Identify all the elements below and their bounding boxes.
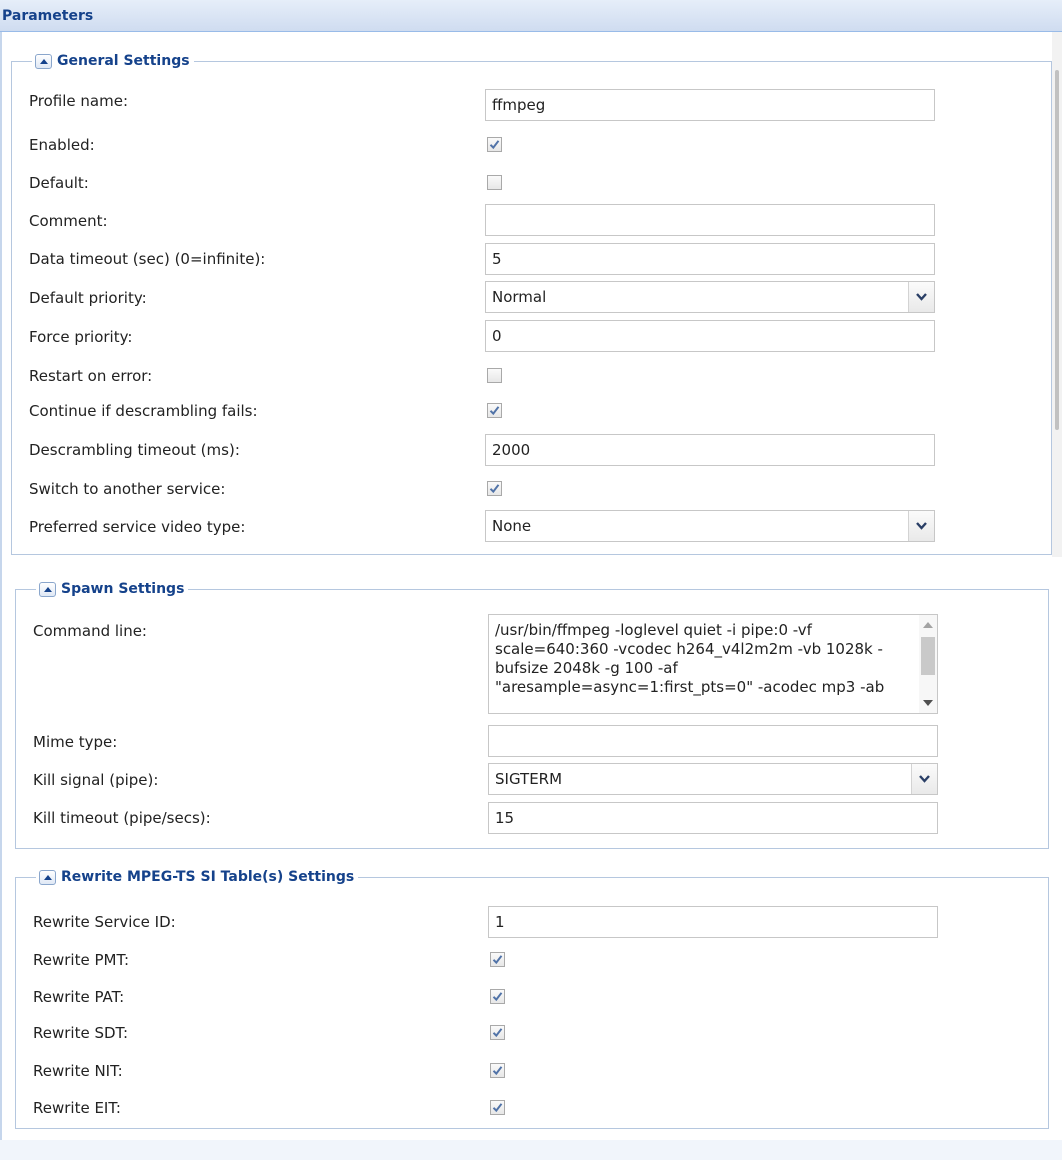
panel-left-border [0,32,2,1160]
default-priority-value: Normal [492,288,547,306]
panel-header [0,0,1062,32]
checkmark-icon [492,954,503,965]
preferred-video-type-dropdown-button[interactable] [908,511,934,541]
panel-footer [0,1140,1062,1160]
general-settings-collapse-button[interactable] [35,54,52,69]
kill-signal-dropdown-button[interactable] [911,764,937,794]
continue-descrambling-checkbox[interactable] [487,403,502,418]
data-timeout-value: 5 [492,250,502,268]
restart-on-error-checkbox[interactable] [487,368,502,383]
checkmark-icon [489,405,500,416]
default-priority-dropdown-button[interactable] [908,282,934,312]
general-settings-title: General Settings [57,53,190,69]
preferred-video-type-select[interactable] [485,510,935,542]
enabled-label: Enabled: [29,136,95,154]
command-line-scrollbar[interactable] [919,615,937,713]
checkmark-icon [492,991,503,1002]
rewrite-pat-checkbox[interactable] [490,989,505,1004]
mime-type-label: Mime type: [33,733,118,751]
command-line-textarea[interactable] [488,614,938,714]
triangle-up-icon [44,587,52,592]
general-settings-legend [32,50,194,72]
profile-name-value: ffmpeg [492,96,546,114]
checkmark-icon [489,483,500,494]
rewrite-sdt-checkbox[interactable] [490,1025,505,1040]
enabled-checkbox[interactable] [487,137,502,152]
rewrite-nit-checkbox[interactable] [490,1063,505,1078]
checkmark-icon [489,139,500,150]
general-settings-fieldset [11,53,1052,555]
spawn-settings-title: Spawn Settings [61,581,185,597]
kill-timeout-input[interactable] [488,802,938,834]
rewrite-eit-checkbox[interactable] [490,1100,505,1115]
scroll-up-icon[interactable] [923,622,933,628]
preferred-video-type-value: None [492,517,532,535]
rewrite-settings-title: Rewrite MPEG-TS SI Table(s) Settings [61,869,355,885]
rewrite-service-id-input[interactable] [488,906,938,938]
panel-title: Parameters [2,8,94,24]
rewrite-eit-label: Rewrite EIT: [33,1099,121,1117]
checkmark-icon [492,1102,503,1113]
chevron-down-icon [916,522,927,530]
chevron-down-icon [919,775,930,783]
command-line-scroll-thumb[interactable] [921,637,935,675]
rewrite-settings-legend [36,866,358,888]
comment-input[interactable] [485,204,935,236]
comment-label: Comment: [29,212,108,230]
switch-service-label: Switch to another service: [29,480,226,498]
rewrite-pmt-checkbox[interactable] [490,952,505,967]
default-checkbox[interactable] [487,175,502,190]
data-timeout-input[interactable] [485,243,935,275]
descrambling-timeout-input[interactable] [485,434,935,466]
data-timeout-label: Data timeout (sec) (0=infinite): [29,250,266,268]
profile-name-input[interactable] [485,89,935,121]
command-line-label: Command line: [33,622,147,640]
mime-type-input[interactable] [488,725,938,757]
default-priority-label: Default priority: [29,289,147,307]
force-priority-label: Force priority: [29,328,133,346]
rewrite-sdt-label: Rewrite SDT: [33,1024,129,1042]
rewrite-service-id-label: Rewrite Service ID: [33,913,176,931]
switch-service-checkbox[interactable] [487,481,502,496]
kill-signal-value: SIGTERM [495,770,563,788]
force-priority-value: 0 [492,327,502,345]
chevron-down-icon [916,293,927,301]
spawn-settings-legend [36,578,188,600]
panel-scrollbar[interactable] [1052,32,1062,557]
rewrite-nit-label: Rewrite NIT: [33,1062,123,1080]
default-label: Default: [29,174,89,192]
continue-descrambling-label: Continue if descrambling fails: [29,402,258,420]
descrambling-timeout-label: Descrambling timeout (ms): [29,441,240,459]
scroll-down-icon[interactable] [923,700,933,706]
preferred-video-type-label: Preferred service video type: [29,518,246,536]
kill-signal-select[interactable] [488,763,938,795]
spawn-settings-collapse-button[interactable] [39,582,56,597]
rewrite-pat-label: Rewrite PAT: [33,988,125,1006]
rewrite-service-id-value: 1 [495,913,505,931]
checkmark-icon [492,1027,503,1038]
default-priority-select[interactable] [485,281,935,313]
checkmark-icon [492,1065,503,1076]
force-priority-input[interactable] [485,320,935,352]
kill-signal-label: Kill signal (pipe): [33,771,159,789]
triangle-up-icon [40,59,48,64]
spawn-settings-fieldset [15,581,1049,849]
command-line-value: /usr/bin/ffmpeg -loglevel quiet -i pipe:0 -vf scale=640:360 -vcodec h264_v4l2m2m -vb 1028k -bufsize 2048k -g 100 -af "aresample=async=1:first_pts=0" -acodec mp3 -ab [495,621,885,696]
kill-timeout-label: Kill timeout (pipe/secs): [33,809,211,827]
scrollbar-thumb[interactable] [1055,70,1059,430]
rewrite-settings-fieldset [15,869,1049,1129]
rewrite-pmt-label: Rewrite PMT: [33,951,130,969]
kill-timeout-value: 15 [495,809,515,827]
triangle-up-icon [44,875,52,880]
restart-on-error-label: Restart on error: [29,367,153,385]
rewrite-settings-collapse-button[interactable] [39,870,56,885]
profile-name-label: Profile name: [29,92,129,110]
descrambling-timeout-value: 2000 [492,441,531,459]
